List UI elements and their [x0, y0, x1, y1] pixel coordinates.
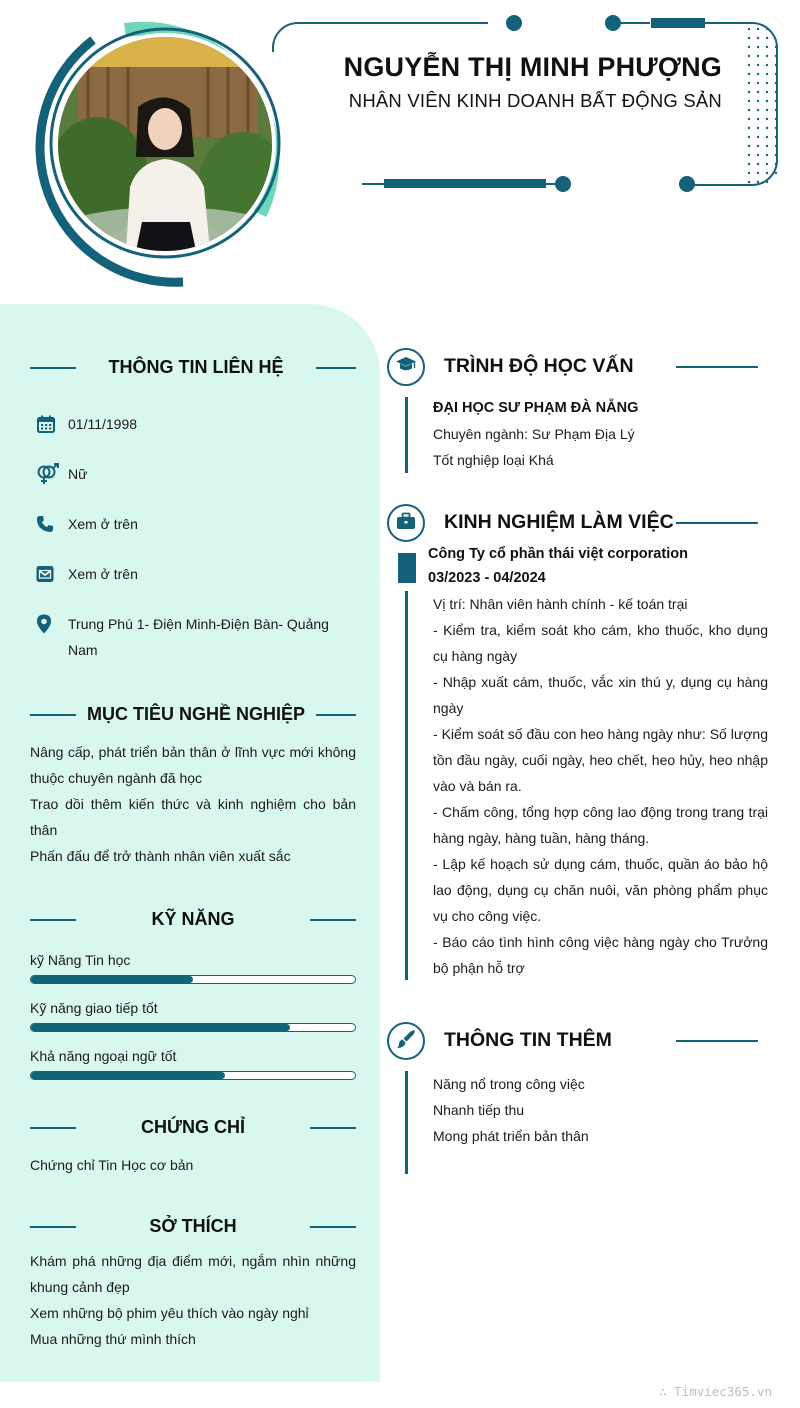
- education-icon-badge: [387, 348, 425, 386]
- additional-line: Năng nổ trong công việc: [433, 1076, 585, 1092]
- experience-title-line: [676, 522, 758, 524]
- education-school: ĐẠI HỌC SƯ PHẠM ĐÀ NẴNG: [433, 400, 639, 416]
- skills-section-title: KỸ NĂNG: [151, 909, 235, 929]
- experience-position: Vị trí: Nhân viên hành chính - kế toán trại: [433, 596, 688, 612]
- skill-label: Khả năng ngoại ngữ tốt: [30, 1048, 177, 1064]
- objective-line: Phấn đấu để trở thành nhân viên xuất sắc: [30, 848, 291, 864]
- experience-duty: - Lập kế hoạch sử dụng cám, thuốc, quần áo bảo hộ lao động, dụng cụ chăn nuôi, văn phòng phẩm phục vụ cho công việc.: [433, 856, 768, 924]
- objective-line: Trao dồi thêm kiến thức và kinh nghiệm cho bản thân: [30, 796, 356, 838]
- contact-phone: [36, 511, 330, 537]
- certificates-text: [30, 1152, 356, 1178]
- watermark-text: Timviec365.vn: [674, 1384, 772, 1399]
- contact-section-title: THÔNG TIN LIÊN HỆ: [108, 357, 284, 377]
- certificate-item: Chứng chỉ Tin Học cơ bản: [30, 1157, 194, 1173]
- brush-icon: [396, 1029, 416, 1054]
- objective-section-title: MỤC TIÊU NGHỀ NGHIỆP: [86, 704, 305, 724]
- graduation-cap-icon: [395, 356, 417, 379]
- avatar-photo: [54, 33, 276, 255]
- hobbies-section-header: [30, 1216, 356, 1237]
- address-value: Trung Phú 1- Điện Minh-Điện Bàn- Quảng Nam: [68, 616, 329, 658]
- contact-address: [36, 611, 330, 663]
- experience-period: 03/2023 - 04/2024: [428, 570, 546, 586]
- contact-birthday: [36, 411, 330, 437]
- contact-gender: [36, 461, 330, 487]
- email-value: Xem ở trên: [68, 566, 138, 582]
- watermark: [659, 1384, 772, 1399]
- skill-bar-fill: [31, 1024, 290, 1031]
- contact-email: [36, 561, 330, 587]
- watermark-logo-icon: ∴: [659, 1384, 675, 1399]
- education-title-line: [676, 366, 758, 368]
- gender-icon: [36, 461, 60, 487]
- skill-bar-fill: [31, 976, 193, 983]
- certificates-section-header: [30, 1117, 356, 1138]
- skill-label: kỹ Năng Tin học: [30, 952, 131, 968]
- contact-section-header: [30, 357, 356, 378]
- job-title: NHÂN VIÊN KINH DOANH BẤT ĐỘNG SẢN: [348, 90, 722, 111]
- skill-bar: [30, 975, 356, 984]
- hobby-line: Mua những thứ mình thích: [30, 1331, 196, 1347]
- mail-icon: [36, 561, 60, 587]
- portrait-image: [58, 37, 272, 251]
- skill-bar-fill: [31, 1072, 225, 1079]
- experience-company: Công Ty cổ phần thái việt corporation: [428, 546, 688, 562]
- education-major: Chuyên ngành: Sư Phạm Địa Lý: [433, 426, 635, 442]
- skills-section-header: [30, 909, 356, 930]
- skill-bar: [30, 1023, 356, 1032]
- additional-accent-bar: [405, 1071, 408, 1174]
- education-section-title: TRÌNH ĐỘ HỌC VẤN: [444, 355, 634, 377]
- experience-duty: - Kiểm soát số đầu con heo hàng ngày như: Số lượng tồn đầu ngày, cuối ngày, heo chết, heo hủy, heo nhập vào và bán ra.: [433, 726, 768, 794]
- objective-section-header: [30, 704, 356, 725]
- birthday-value: 01/11/1998: [68, 416, 138, 432]
- calendar-icon: [36, 411, 60, 437]
- experience-details: [433, 591, 768, 981]
- experience-icon-badge: [387, 504, 425, 542]
- experience-accent-bar: [405, 591, 408, 980]
- certificates-section-title: CHỨNG CHỈ: [141, 1117, 245, 1137]
- hobby-line: Xem những bộ phim yêu thích vào ngày nghỉ: [30, 1305, 309, 1321]
- objective-line: Nâng cấp, phát triển bản thân ở lĩnh vực mới không thuộc chuyên ngành đã học: [30, 744, 356, 786]
- additional-title-line: [676, 1040, 758, 1042]
- phone-value: Xem ở trên: [68, 516, 138, 532]
- skill-label: Kỹ năng giao tiếp tốt: [30, 1000, 158, 1016]
- experience-duty: - Kiểm tra, kiểm soát kho cám, kho thuốc, kho dụng cụ hàng ngày: [433, 622, 768, 664]
- objective-text: [30, 739, 356, 869]
- education-accent-bar: [405, 397, 408, 473]
- experience-duty: - Nhập xuất cám, thuốc, vắc xin thú y, dụng cụ hàng ngày: [433, 674, 768, 716]
- map-pin-icon: [36, 611, 60, 637]
- additional-line: Mong phát triển bản thân: [433, 1128, 589, 1144]
- experience-section-title: KINH NGHIỆM LÀM VIỆC: [444, 511, 674, 533]
- additional-line: Nhanh tiếp thu: [433, 1102, 525, 1118]
- candidate-name: NGUYỄN THỊ MINH PHƯỢNG: [343, 52, 722, 82]
- hobby-line: Khám phá những địa điểm mới, ngắm nhìn những khung cảnh đẹp: [30, 1253, 356, 1295]
- skill-bar: [30, 1071, 356, 1080]
- phone-icon: [36, 511, 60, 537]
- briefcase-icon: [396, 512, 416, 535]
- gender-value: Nữ: [68, 466, 88, 482]
- education-grade: Tốt nghiệp loại Khá: [433, 452, 554, 468]
- hobbies-text: [30, 1248, 356, 1352]
- experience-duty: - Chấm công, tổng hợp công lao động trong trang trại hàng ngày, hàng tuần, hàng tháng.: [433, 804, 768, 846]
- hobbies-section-title: SỞ THÍCH: [149, 1216, 237, 1236]
- additional-icon-badge: [387, 1022, 425, 1060]
- additional-details: [433, 1071, 768, 1149]
- experience-duty: - Báo cáo tình hình công việc hàng ngày cho Trưởng bộ phận hỗ trợ: [433, 934, 768, 976]
- additional-section-title: THÔNG TIN THÊM: [444, 1029, 612, 1051]
- experience-marker: [398, 553, 416, 583]
